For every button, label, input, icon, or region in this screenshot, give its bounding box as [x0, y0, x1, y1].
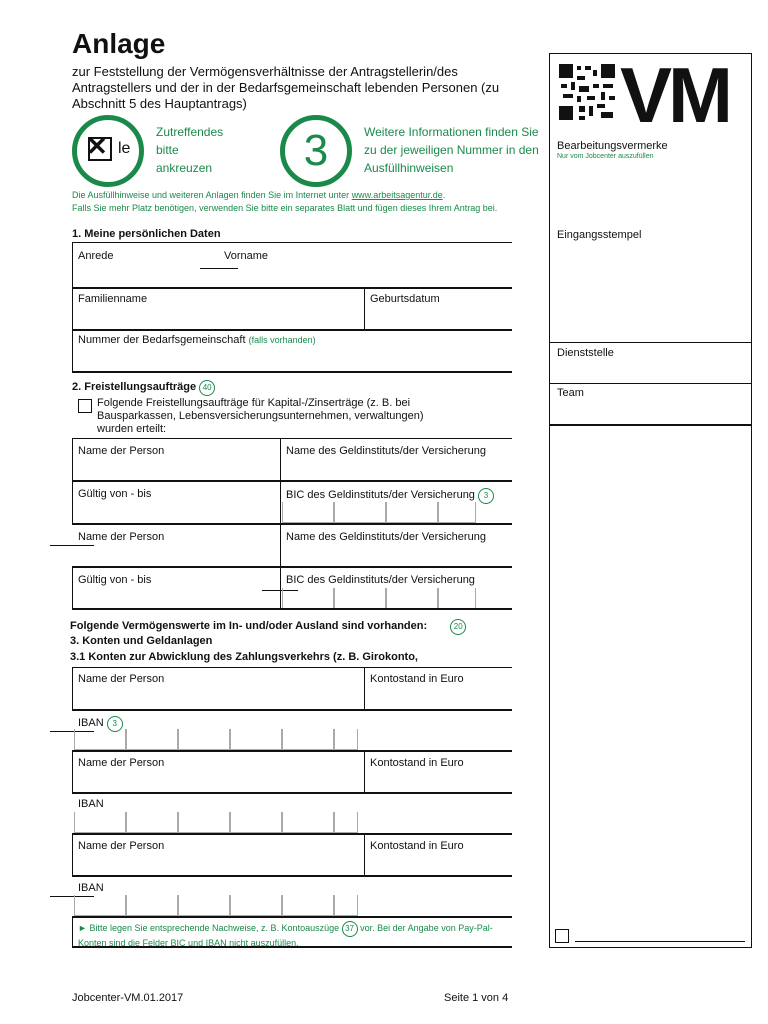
balance-label: Kontostand in Euro	[370, 757, 464, 769]
info-badge: 40	[199, 380, 215, 396]
info-hint: Weitere Informationen finden Sie zu der jeweiligen Nummer in den Ausfüllhinweisen	[364, 125, 539, 175]
website-link[interactable]: www.arbeitsagentur.de	[351, 190, 443, 200]
first-name-label: Vorname	[224, 250, 269, 262]
salutation-label: Anrede	[78, 250, 114, 262]
processing-label: Bearbeitungsvermerke	[557, 140, 668, 152]
check-hint: Zutreffendes bitte ankreuzen	[156, 125, 224, 175]
iban-label: IBAN	[78, 798, 104, 810]
office-label: Dienststelle	[557, 347, 614, 359]
person-label: Name der Person	[78, 445, 165, 457]
section3-1-heading: 3.1 Konten zur Abwicklung des Zahlungsverkehrs (z. B. Girokonto,	[70, 651, 418, 663]
balance-label: Kontostand in Euro	[370, 840, 464, 852]
web-note: Die Ausfüllhinweise und weiteren Anlagen finden Sie im Internet unter www.arbeitsagentur.de. Falls Sie mehr Platz benötigen, verwenden Sie bitte ein separates Blatt und fügen dieses Ihrem Antrag bei.	[72, 190, 498, 213]
office-checkbox[interactable]	[555, 929, 569, 943]
balance-label: Kontostand in Euro	[370, 673, 464, 685]
bg-number-label: Nummer der Bedarfsgemeinschaft (falls vorhanden)	[78, 334, 316, 346]
person-label: Name der Person	[78, 840, 165, 852]
bic-label: BIC des Geldinstituts/der Versicherung 3	[286, 488, 494, 504]
person-label: Name der Person	[78, 531, 165, 543]
iban-cells[interactable]	[74, 812, 358, 833]
evidence-note: ► Bitte legen Sie entsprechende Nachweise, z. B. Kontoauszüge 37 vor. Bei der Angabe von Pay-Pal-Konten sind die Felder BIC und IBAN nicht auszufüllen.	[78, 923, 493, 948]
valid-label: Gültig von - bis	[78, 488, 152, 500]
institute-label: Name des Geldinstituts/der Versicherung	[286, 445, 486, 457]
iban-label: IBAN 3	[78, 716, 123, 732]
person-label: Name der Person	[78, 757, 165, 769]
valid-label: Gültig von - bis	[78, 574, 152, 586]
assets-intro: Folgende Vermögenswerte im In- und/oder Ausland sind vorhanden: 20	[70, 619, 466, 635]
processing-note: Nur vom Jobcenter auszufüllen	[557, 153, 654, 160]
exemption-text: Folgende Freistellungsaufträge für Kapital-/Zinserträge (z. B. bei Bausparkassen, Lebensversicherungsunternehmen, verwaltungen) wurden erteilt:	[97, 397, 424, 435]
iban-cells[interactable]	[74, 729, 358, 750]
team-label: Team	[557, 387, 584, 399]
iban-cells[interactable]	[74, 895, 358, 916]
person-label: Name der Person	[78, 673, 165, 685]
info-number: 3	[303, 126, 329, 175]
arrow-icon: ►	[78, 923, 87, 933]
office-panel	[549, 53, 752, 948]
qr-code-icon	[557, 62, 617, 122]
x-mark-icon: ✕	[86, 131, 108, 161]
last-name-label: Familienname	[78, 293, 148, 305]
birth-date-label: Geburtsdatum	[370, 293, 440, 305]
page-subtitle: zur Feststellung der Vermögensverhältnisse der Antragstellerin/des Antragstellers und der in der Bedarfsgemeinschaft lebenden Personen (zu Abschnitt 5 des Hauptantrags)	[72, 64, 500, 111]
form-id: Jobcenter-VM.01.2017	[72, 992, 184, 1004]
iban-label: IBAN	[78, 882, 104, 894]
example-fragment: le	[118, 140, 131, 157]
institute-label: Name des Geldinstituts/der Versicherung	[286, 531, 486, 543]
exemption-checkbox[interactable]	[78, 399, 92, 413]
bic-cells[interactable]	[282, 502, 476, 523]
page-title: Anlage	[72, 28, 166, 59]
vm-logo: VM	[620, 51, 729, 139]
page-number: Seite 1 von 4	[444, 992, 509, 1004]
section2-heading: 2. Freistellungsaufträge 40	[72, 380, 215, 396]
bic-cells[interactable]	[282, 588, 476, 609]
stamp-label: Eingangsstempel	[557, 229, 642, 241]
bic-label: BIC des Geldinstituts/der Versicherung	[286, 574, 475, 586]
section3-heading: 3. Konten und Geldanlagen	[70, 635, 213, 647]
section1-heading: 1. Meine persönlichen Daten	[72, 228, 221, 240]
